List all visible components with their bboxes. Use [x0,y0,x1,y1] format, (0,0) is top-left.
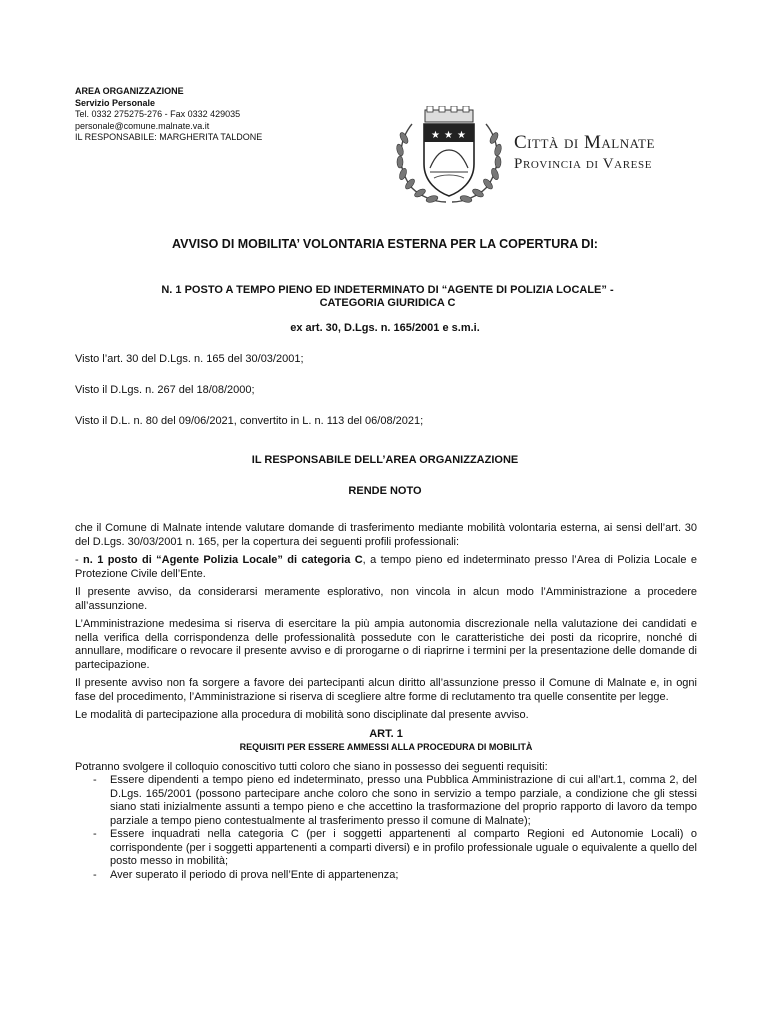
visto-line-2: Visto il D.Lgs. n. 267 del 18/08/2000; [75,384,255,396]
paragraph-position [75,554,697,581]
area-name: AREA ORGANIZZAZIONE [75,86,184,96]
office-manager: IL RESPONSABILE: MARGHERITA TALDONE [75,132,263,142]
list-item [93,774,697,828]
responsabile-heading: IL RESPONSABILE DELL’AREA ORGANIZZAZIONE [251,454,519,466]
article-title: ART. 1 [369,727,403,740]
paragraph: che il Comune di Malnate intende valutare domande di trasferimento mediante mobilità volontaria esterna, ai sensi dell’art. 30 del D.Lgs. 30/03/2001 n. 165, per la copertura dei seguenti profili professionali: [75,522,697,548]
svg-text:★: ★ [431,130,440,141]
requirements-list [75,774,697,882]
phone-fax: Tel. 0332 275275-276 - Fax 0332 429035 [75,109,241,119]
visto-line-1: Visto l’art. 30 del D.Lgs. n. 165 del 30/03/2001; [75,353,304,365]
article-subtitle: REQUISITI PER ESSERE AMMESSI ALLA PROCEDURA DI MOBILITÀ [239,742,533,752]
municipality-logo [390,106,690,206]
position-title-line1: N. 1 POSTO A TEMPO PIENO ED INDETERMINATO DI “AGENTE DI POLIZIA LOCALE” - [161,284,614,296]
coat-of-arms-icon [390,106,508,206]
visto-line-3: Visto il D.L. n. 80 del 09/06/2021, convertito in L. n. 113 del 06/08/2021; [75,415,424,427]
paragraph: Le modalità di partecipazione alla procedura di mobilità sono disciplinate dal presente avviso. [75,709,529,721]
position-detail: , a tempo pieno ed indeterminato presso l’Area di Polizia Locale e Protezione Civile dell’Ente. [75,554,697,580]
position-highlight: n. 1 posto di “Agente Polizia Locale” di categoria C [83,554,363,566]
email-address: personale@comune.malnate.va.it [75,120,210,131]
province-name: Provincia di Varese [514,156,653,172]
paragraph: L’Amministrazione medesima si riserva di esercitare la più ampia autonomia discrezionale nella valutazione dei candidati e nella verifica della corrispondenza delle professionalità possedute con le caratteristiche dei posti da ricoprire, nonché di annullare, modificare o revocare il presente avviso e di prorogarne o di riaprirne i termini per la presentazione delle domande di partecipazione. [75,618,697,671]
notice-title: AVVISO DI MOBILITA’ VOLONTARIA ESTERNA PER LA COPERTURA DI: [172,237,598,251]
list-item [93,869,697,883]
notice-body [75,522,697,882]
dash-bullet: - [93,828,97,840]
requirement-text: Essere inquadrati nella categoria C (per i soggetti appartenenti al comparto Regioni ed Autonomie Locali) o corrispondente (per i soggetti appartenenti a comparti diversi) e in profilo professionale uguale o equivalente a quello del posto messo in mobilità; [110,828,697,867]
dash-prefix: - [75,554,84,566]
position-title-line2: CATEGORIA GIURIDICA C [319,297,456,309]
dash-bullet: - [93,868,97,881]
legal-reference: ex art. 30, D.Lgs. n. 165/2001 e s.m.i. [290,322,480,334]
dash-bullet: - [93,774,97,786]
requirement-text: Aver superato il periodo di prova nell’Ente di appartenenza; [110,868,399,881]
requirements-intro: Potranno svolgere il colloquio conoscitivo tutti coloro che siano in possesso dei seguenti requisiti: [75,760,548,773]
svg-text:★: ★ [444,130,453,141]
service-name: Servizio Personale [75,97,156,108]
paragraph: Il presente avviso, da considerarsi meramente esplorativo, non vincola in alcun modo l’Amministrazione a procedere all’assunzione. [75,586,697,612]
requirement-text: Essere dipendenti a tempo pieno ed indeterminato, presso una Pubblica Amministrazione di cui all’art.1, comma 2, del D.Lgs. 165/2001 (possono partecipare anche coloro che sono in servizio a tempo parziale, a condizione che gli stessi siano stati inizialmente assunti a tempo pieno e che accettino la trasformazione del proprio rapporto di lavoro da tempo parziale a tempo pieno contestualmente al trasferimento presso il comune di Malnate); [110,774,697,827]
city-name: Città di Malnate [514,132,655,153]
svg-text:★: ★ [457,130,466,141]
rende-noto-heading: RENDE NOTO [348,485,422,497]
paragraph: Il presente avviso non fa sorgere a favore dei partecipanti alcun diritto all’assunzione presso il Comune di Malnate e, in ogni fase del procedimento, l’Amministrazione si riserva di scegliere altre forme di reclutamento tra quelle consentite per legge. [75,677,697,703]
office-contact-block [75,86,262,144]
list-item [93,828,697,869]
position-title [90,284,685,310]
